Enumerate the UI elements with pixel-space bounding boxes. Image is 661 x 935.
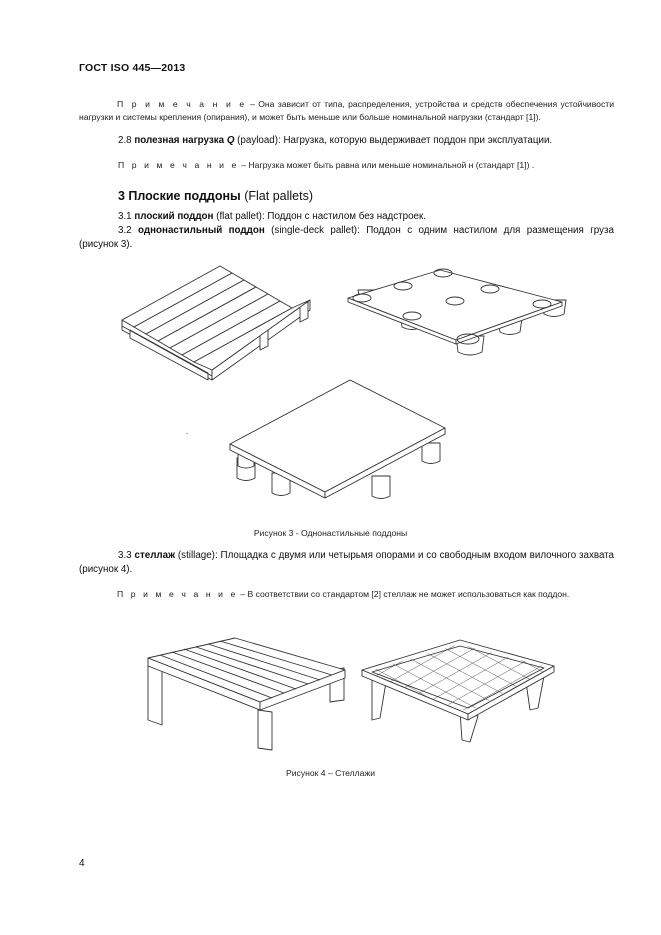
term-3-2 [79, 224, 614, 252]
term-3-2-definition: : Поддон с одним настилом для размещения груза (рисунок 3). [79, 225, 614, 250]
note-3-text: – В соответствии со стандартом [2] стеллаж не может использоваться как поддон. [237, 589, 570, 599]
note-1-prefix: П р и м е ч а н и е [117, 99, 247, 109]
note-3 [79, 588, 614, 601]
term-3-1 [118, 210, 618, 224]
term-3-1-term: плоский поддон [134, 211, 214, 222]
figure-3-illustration [110, 258, 585, 508]
term-2-8-english: (payload) [237, 135, 279, 146]
note-2 [118, 159, 618, 172]
note-3-prefix: П р и м е ч а н и е [117, 589, 238, 599]
term-3-2-number: 3.2 [118, 225, 132, 236]
term-3-1-number: 3.1 [118, 211, 132, 222]
section-3-title: 3 Плоские поддоны [118, 189, 241, 203]
section-3-english: (Flat pallets) [244, 189, 313, 203]
term-3-3-term: стеллаж [134, 550, 176, 561]
term-3-3-english: (stillage) [177, 550, 215, 561]
note-1 [79, 98, 614, 124]
note-2-text: – Нагрузка может быть равна или меньше номинальной н (стандарт [1]) . [238, 160, 535, 170]
term-3-3-definition: : Площадка с двумя или четырьмя опорами и со свободным входом вилочного захвата (рисунок 4). [79, 550, 614, 575]
term-3-1-english: (flat pallet) [216, 211, 262, 222]
section-3-heading [118, 189, 313, 203]
term-3-3-number: 3.3 [118, 550, 132, 561]
term-3-1-definition: : Поддон с настилом без надстроек. [261, 211, 427, 222]
wooden-stillage-drawing [148, 638, 345, 750]
figure-4-caption: Рисунок 4 – Стеллажи [285, 768, 376, 778]
figure-3-caption: Рисунок 3 - Однонастильные поддоны [253, 528, 408, 538]
note-2-prefix: П р и м е ч а н и е [118, 160, 239, 170]
term-2-8-term: полезная нагрузка [134, 135, 225, 146]
figure-4-illustration [140, 630, 560, 760]
note-1-text: – Она зависит от типа, распределения, устройства и средств обеспечения устойчивости нагрузки и системы крепления (опирания), и может быть меньше или больше номинальной нагрузки (стандарт [1]). [79, 99, 614, 122]
plastic-pallet-round-feet-drawing [348, 269, 566, 355]
term-2-8-definition: : Нагрузка, которую выдерживает поддон при эксплуатации. [278, 135, 553, 146]
flat-deck-pallet-drawing [186, 380, 445, 499]
term-3-2-term: однонастильный поддон [138, 225, 265, 236]
term-2-8 [118, 134, 618, 148]
document-header: ГОСТ ISO 445—2013 [79, 62, 186, 74]
term-3-3 [79, 549, 614, 577]
term-3-2-english: (single-deck pallet) [271, 225, 358, 236]
page-number: 4 [79, 858, 85, 869]
mesh-stillage-drawing [326, 630, 560, 752]
term-2-8-symbol: Q [226, 135, 235, 146]
wooden-pallet-drawing [122, 266, 310, 380]
term-2-8-number: 2.8 [118, 135, 132, 146]
